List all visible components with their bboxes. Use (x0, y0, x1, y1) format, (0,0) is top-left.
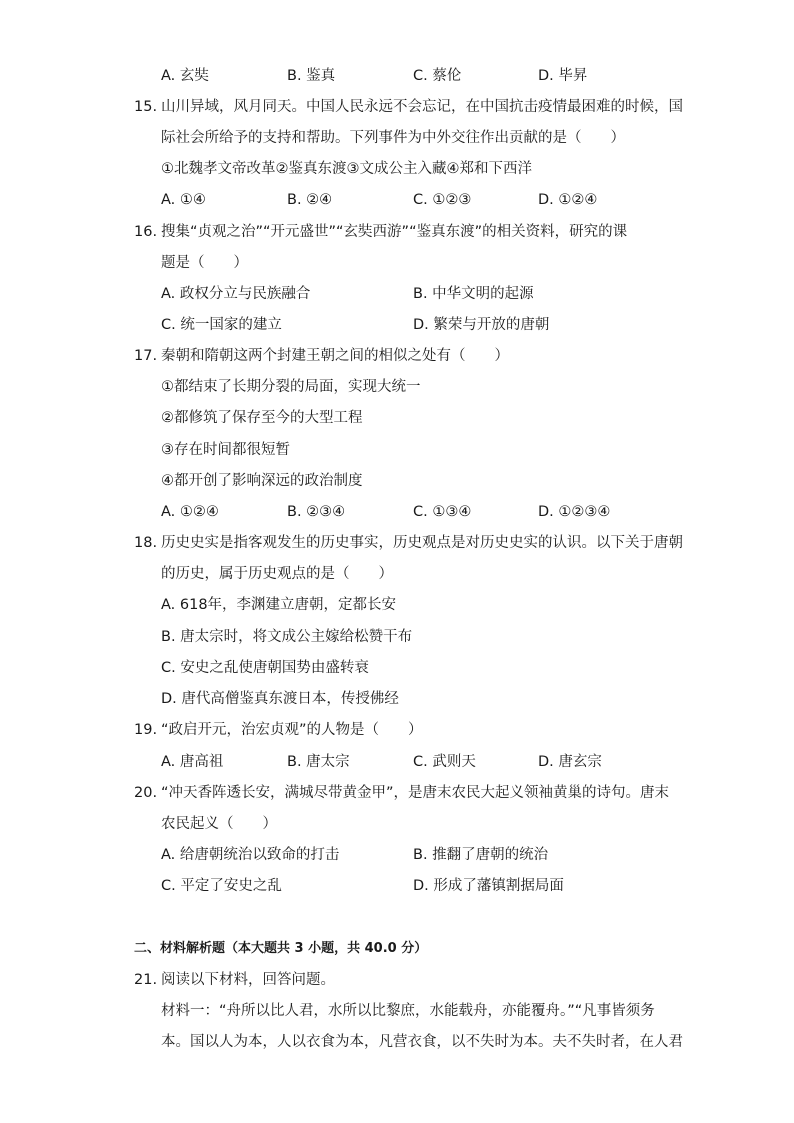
q18-option-a: A. 618年，李渊建立唐朝，定都长安 (161, 597, 397, 613)
q15-stem-line2: 际社会所给予的支持和帮助。下列事件为中外交往作出贡献的是（ ） (161, 130, 625, 146)
q19-option-d: D. 唐玄宗 (538, 754, 602, 770)
q19-option-b: B. 唐太宗 (287, 754, 350, 770)
q21-number: 21. (134, 972, 158, 988)
q21-material-line1: 材料一：“舟所以比人君，水所以比黎庶，水能载舟，亦能覆舟。”“凡事皆须务 (161, 1003, 655, 1019)
q20-option-c: C. 平定了安史之乱 (161, 878, 282, 894)
q18-option-d: D. 唐代高僧鉴真东渡日本，传授佛经 (161, 691, 399, 707)
q17-option-d: D. ①②③④ (538, 504, 611, 520)
q15-stem-line1: 山川异域，风月同天。中国人民永远不会忘记，在中国抗击疫情最困难的时候，国 (161, 99, 683, 115)
q15-option-a: A. ①④ (161, 192, 206, 208)
q16-stem-line1: 搜集“贞观之治”“开元盛世”“玄奘西游”“鉴真东渡”的相关资料，研究的课 (161, 224, 628, 240)
q14-option-b: B. 鉴真 (287, 68, 336, 84)
q20-stem-line1: “冲天香阵透长安，满城尽带黄金甲”，是唐末农民大起义领袖黄巢的诗句。唐末 (161, 785, 670, 801)
q19-stem-line1: “政启开元，治宏贞观”的人物是（ ） (161, 722, 423, 738)
q14-option-a: A. 玄奘 (161, 68, 209, 84)
q16-option-b: B. 中华文明的起源 (413, 286, 534, 302)
q14-option-c: C. 蔡伦 (413, 68, 462, 84)
q18-option-c: C. 安史之乱使唐朝国势由盛转衰 (161, 660, 369, 676)
q17-item-4: ④都开创了影响深远的政治制度 (161, 473, 363, 489)
q20-number: 20. (134, 785, 158, 801)
q20-option-d: D. 形成了藩镇割据局面 (413, 878, 564, 894)
q17-number: 17. (134, 348, 158, 364)
q20-option-b: B. 推翻了唐朝的统治 (413, 847, 549, 863)
q16-number: 16. (134, 224, 158, 240)
section-title: 二、材料解析题（本大题共 3 小题，共 40.0 分） (134, 941, 428, 956)
q21-material-line2: 本。国以人为本，人以衣食为本，凡营衣食，以不失时为本。夫不失时者，在人君 (161, 1034, 683, 1050)
q15-number: 15. (134, 99, 158, 115)
q15-option-b: B. ②④ (287, 192, 333, 208)
q18-stem-line1: 历史史实是指客观发生的历史事实，历史观点是对历史史实的认识。以下关于唐朝 (161, 535, 683, 551)
q17-item-1: ①都结束了长期分裂的局面，实现大统一 (161, 379, 421, 395)
q18-number: 18. (134, 535, 158, 551)
q18-option-b: B. 唐太宗时，将文成公主嫁给松赞干布 (161, 629, 413, 645)
q18-stem-line2: 的历史，属于历史观点的是（ ） (161, 566, 393, 582)
q19-option-a: A. 唐高祖 (161, 754, 224, 770)
q15-stem-line3: ①北魏孝文帝改革②鉴真东渡③文成公主入藏④郑和下西洋 (161, 161, 532, 177)
q19-option-c: C. 武则天 (413, 754, 476, 770)
q17-item-2: ②都修筑了保存至今的大型工程 (161, 410, 363, 426)
q16-stem-line2: 题是（ ） (161, 255, 248, 271)
q21-stem-line1: 阅读以下材料，回答问题。 (161, 972, 335, 988)
q20-option-a: A. 给唐朝统治以致命的打击 (161, 847, 340, 863)
q17-option-b: B. ②③④ (287, 504, 346, 520)
q14-option-d: D. 毕昇 (538, 68, 588, 84)
q17-option-c: C. ①③④ (413, 504, 472, 520)
q16-option-d: D. 繁荣与开放的唐朝 (413, 317, 550, 333)
q20-stem-line2: 农民起义（ ） (161, 816, 277, 832)
q16-option-a: A. 政权分立与民族融合 (161, 286, 311, 302)
q15-option-c: C. ①②③ (413, 192, 472, 208)
q16-option-c: C. 统一国家的建立 (161, 317, 282, 333)
q17-item-3: ③存在时间都很短暂 (161, 442, 290, 458)
q17-option-a: A. ①②④ (161, 504, 219, 520)
q19-number: 19. (134, 722, 158, 738)
q15-option-d: D. ①②④ (538, 192, 598, 208)
q17-stem-line1: 秦朝和隋朝这两个封建王朝之间的相似之处有（ ） (161, 348, 509, 364)
